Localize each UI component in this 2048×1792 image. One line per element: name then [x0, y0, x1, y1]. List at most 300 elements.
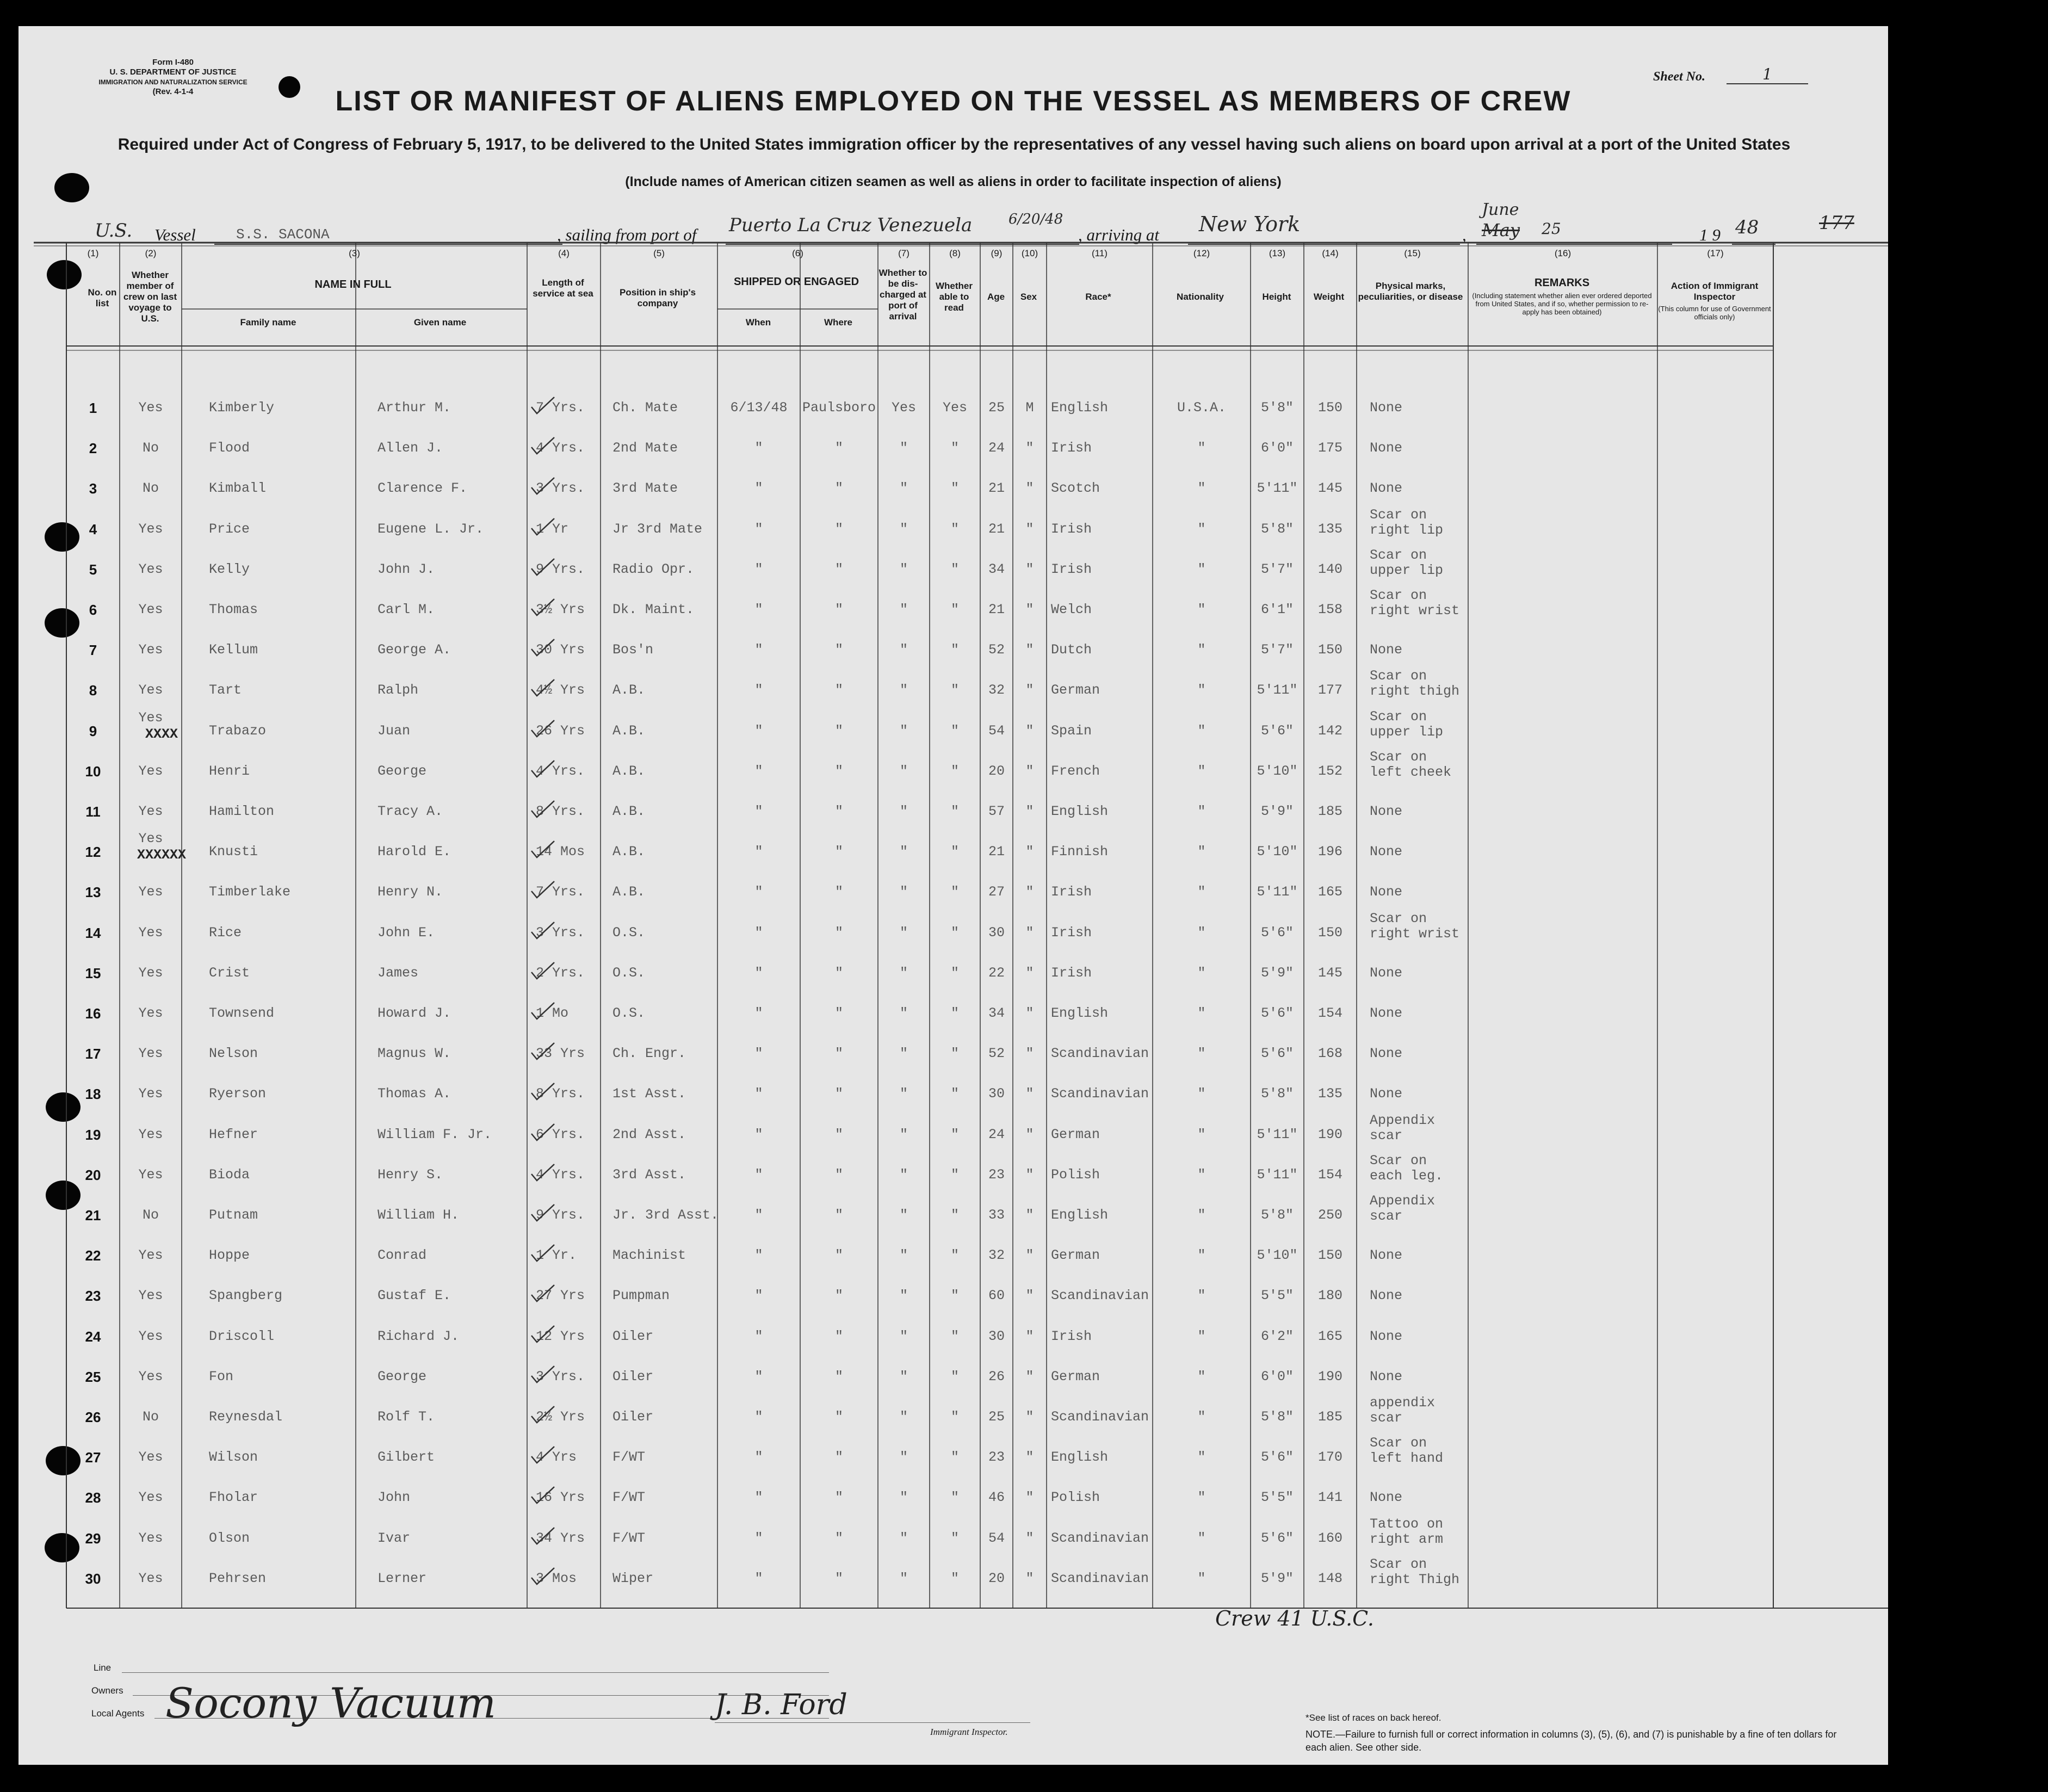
header-weight: Weight — [1313, 292, 1345, 302]
cell-read: " — [950, 440, 959, 456]
cell-age: 33 — [988, 1207, 1005, 1223]
cell-voyage: Yes — [138, 1046, 163, 1062]
cell-voyage: Yes — [138, 831, 163, 847]
header-remarks: REMARKS — [1534, 277, 1590, 289]
cell-read: " — [950, 682, 959, 699]
cell-weight: 165 — [1317, 884, 1342, 900]
cell-height: 5'6" — [1260, 722, 1294, 739]
cell-no: 28 — [85, 1490, 101, 1506]
check-mark-icon — [530, 1042, 555, 1061]
check-mark-icon — [530, 1486, 555, 1505]
cell-where: " — [834, 924, 843, 941]
vessel-prefix: U.S. — [95, 220, 133, 242]
owners-label: Owners — [91, 1685, 123, 1696]
cell-given: Clarence F. — [378, 480, 468, 497]
cell-position: Bos'n — [612, 642, 654, 658]
column-number: (3) — [349, 248, 360, 258]
cell-sex: " — [1025, 804, 1034, 819]
cell-marks: Scar on upper lip — [1370, 708, 1444, 740]
cell-age: 30 — [988, 924, 1005, 941]
cell-given: Ralph — [378, 682, 419, 699]
cell-family: Crist — [209, 965, 250, 981]
cell-when: " — [754, 965, 763, 981]
check-mark-icon — [530, 719, 555, 739]
cell-marks: None — [1370, 1490, 1403, 1506]
cell-voyage: Yes — [138, 884, 163, 900]
check-mark-icon — [530, 759, 555, 779]
cell-voyage: Yes — [138, 1005, 163, 1021]
cell-when: " — [754, 682, 763, 699]
cell-position: 2nd Asst. — [612, 1126, 686, 1142]
cell-race: Scandinavian — [1051, 1530, 1149, 1546]
cell-race: Polish — [1051, 1166, 1100, 1183]
cell-discharged: " — [899, 642, 908, 658]
cell-marks: Scar on right wrist — [1370, 910, 1460, 942]
column-number: (10) — [1021, 248, 1038, 258]
cell-when: " — [754, 1570, 763, 1586]
check-mark-icon — [530, 800, 555, 819]
cell-nationality: " — [1197, 642, 1206, 658]
cell-nationality: " — [1197, 602, 1206, 617]
cell-family: Fholar — [209, 1490, 258, 1506]
cell-age: 54 — [988, 1530, 1005, 1546]
cell-service: 4 Yrs. — [536, 440, 585, 456]
cell-race: German — [1051, 1368, 1100, 1385]
cell-height: 5'7" — [1260, 561, 1294, 577]
cell-no: 23 — [85, 1288, 101, 1305]
column-number: (5) — [653, 248, 665, 258]
cell-discharged: " — [899, 1166, 908, 1183]
cell-where: " — [834, 1449, 843, 1466]
cell-given: William F. Jr. — [378, 1126, 492, 1142]
cell-discharged: " — [899, 1368, 908, 1385]
cell-discharged: " — [899, 1490, 908, 1506]
cell-where: " — [834, 1368, 843, 1385]
cell-age: 34 — [988, 1005, 1005, 1021]
cell-family: Fon — [209, 1368, 234, 1385]
cell-marks: Scar on left cheek — [1370, 749, 1452, 780]
cell-read: " — [950, 1126, 959, 1142]
cell-position: 2nd Mate — [612, 440, 678, 456]
cell-discharged: Yes — [891, 400, 916, 416]
cell-position: F/WT — [612, 1530, 646, 1546]
cell-marks: None — [1370, 1328, 1403, 1344]
cell-age: 24 — [988, 440, 1005, 456]
cell-no: 25 — [85, 1368, 101, 1385]
cell-where: " — [834, 440, 843, 456]
cell-marks: Scar on left hand — [1370, 1435, 1444, 1467]
cell-read: " — [950, 884, 959, 900]
cell-family: Tart — [209, 682, 242, 699]
cell-position: Machinist — [612, 1247, 686, 1264]
cell-discharged: " — [899, 884, 908, 900]
cell-discharged: " — [899, 682, 908, 699]
cell-weight: 158 — [1317, 602, 1342, 617]
cell-discharged: " — [899, 924, 908, 941]
cell-nationality: " — [1197, 1530, 1206, 1546]
cell-no: 27 — [85, 1449, 101, 1466]
header-height: Height — [1262, 292, 1291, 302]
cell-position: Radio Opr. — [612, 561, 695, 577]
cell-given: Juan — [378, 722, 411, 739]
column-number: (16) — [1554, 248, 1571, 258]
cell-sex: " — [1025, 722, 1034, 739]
cell-family: Driscoll — [209, 1328, 275, 1344]
cell-position: A.B. — [612, 722, 646, 739]
column-number: (14) — [1322, 248, 1339, 258]
cell-read: " — [950, 1046, 959, 1062]
cell-age: 21 — [988, 480, 1005, 497]
cell-age: 60 — [988, 1288, 1005, 1304]
cell-where: " — [834, 602, 843, 617]
header-no-on-list: No. on list — [88, 287, 117, 308]
cell-no: 8 — [89, 682, 97, 699]
cell-where: Paulsboro — [802, 400, 876, 416]
cell-given: Tracy A. — [378, 804, 443, 819]
cell-service: 26 Yrs — [536, 722, 585, 739]
cell-when: " — [754, 561, 763, 577]
cell-sex: " — [1025, 763, 1034, 779]
cell-when: " — [754, 1247, 763, 1264]
cell-weight: 152 — [1317, 763, 1342, 779]
cell-nationality: " — [1197, 1086, 1206, 1102]
column-number: (7) — [898, 248, 909, 258]
cell-service: 3 Yrs. — [536, 480, 585, 497]
cell-discharged: " — [899, 722, 908, 739]
cell-race: Scandinavian — [1051, 1046, 1149, 1062]
cell-voyage: No — [142, 480, 159, 497]
header-nationality: Nationality — [1177, 292, 1224, 302]
cell-where: " — [834, 1530, 843, 1546]
cell-read: " — [950, 1166, 959, 1183]
cell-voyage: Yes — [138, 521, 163, 537]
cell-age: 25 — [988, 1409, 1005, 1425]
cell-given: Eugene L. Jr. — [378, 521, 484, 537]
cell-read: " — [950, 804, 959, 819]
cell-weight: 196 — [1317, 844, 1342, 860]
cell-when: " — [754, 763, 763, 779]
cell-service: 34 Yrs — [536, 1530, 585, 1546]
header-service: Length of service at sea — [533, 277, 593, 299]
cell-service: 14 Mos — [536, 844, 585, 860]
check-mark-icon — [530, 638, 555, 658]
cell-height: 5'11" — [1257, 1166, 1298, 1183]
cell-position: 3rd Mate — [612, 480, 678, 497]
cell-when: " — [754, 1207, 763, 1223]
cell-weight: 170 — [1317, 1449, 1342, 1466]
cell-weight: 190 — [1317, 1126, 1342, 1142]
cell-marks: None — [1370, 1046, 1403, 1062]
cell-weight: 150 — [1317, 642, 1342, 658]
cell-sex: " — [1025, 1126, 1034, 1142]
cell-position: F/WT — [612, 1490, 646, 1506]
cell-discharged: " — [899, 804, 908, 819]
cell-family: Knusti — [209, 844, 258, 860]
cell-marks: Appendix scar — [1370, 1112, 1436, 1144]
cell-race: Irish — [1051, 884, 1092, 900]
arrival-month: June — [1482, 200, 1519, 219]
cell-height: 5'8" — [1260, 400, 1294, 416]
cell-height: 6'1" — [1260, 602, 1294, 617]
check-mark-icon — [530, 1405, 555, 1425]
cell-race: Irish — [1051, 1328, 1092, 1344]
cell-service: 3½ Yrs — [536, 602, 585, 617]
cell-race: Finnish — [1051, 844, 1109, 860]
cell-race: Scandinavian — [1051, 1086, 1149, 1102]
header-age: Age — [987, 292, 1005, 302]
cell-race: Irish — [1051, 440, 1092, 456]
cell-height: 5'9" — [1260, 1570, 1294, 1586]
check-mark-icon — [530, 1002, 555, 1021]
cell-service: 9 Yrs. — [536, 1207, 585, 1223]
cell-no: 6 — [89, 602, 97, 618]
sailing-label: , sailing from port of — [557, 225, 697, 244]
cell-voyage: No — [142, 440, 159, 456]
cell-voyage: Yes — [138, 602, 163, 617]
header-where: Where — [824, 317, 852, 327]
cell-nationality: " — [1197, 440, 1206, 456]
cell-read: " — [950, 1530, 959, 1546]
cell-sex: " — [1025, 561, 1034, 577]
cell-no: 20 — [85, 1166, 101, 1183]
cell-sex: " — [1025, 480, 1034, 497]
cell-nationality: " — [1197, 561, 1206, 577]
cell-voyage: Yes — [138, 400, 163, 416]
cell-family: Hoppe — [209, 1247, 250, 1264]
cell-service: 9 Yrs. — [536, 561, 585, 577]
cell-nationality: " — [1197, 1328, 1206, 1344]
cell-nationality: " — [1197, 884, 1206, 900]
cell-weight: 150 — [1317, 924, 1342, 941]
cell-given: William H. — [378, 1207, 460, 1223]
cell-position: Ch. Engr. — [612, 1046, 686, 1062]
cell-read: " — [950, 602, 959, 617]
cell-marks: None — [1370, 1086, 1403, 1102]
inspector-signature: J. B. Ford — [715, 1689, 847, 1721]
cell-family: Trabazo — [209, 722, 267, 739]
arrival-month-struck: May — [1482, 220, 1520, 240]
cell-service: 1 Mo — [536, 1005, 569, 1021]
page-subtitle: Required under Act of Congress of February 5, 1917, to be delivered to the United States immigration officer by the representatives of any vessel having such aliens on board upon arrival at a port of the United States — [117, 135, 1791, 153]
sailing-date: 6/20/48 — [1008, 211, 1063, 227]
cell-where: " — [834, 1247, 843, 1264]
cell-service: 6 Yrs. — [536, 1126, 585, 1142]
cell-read: " — [950, 561, 959, 577]
check-mark-icon — [530, 436, 555, 456]
cell-age: 54 — [988, 722, 1005, 739]
cell-race: German — [1051, 1247, 1100, 1264]
cell-weight: 190 — [1317, 1368, 1342, 1385]
cell-nationality: " — [1197, 763, 1206, 779]
cell-when: " — [754, 642, 763, 658]
cell-voyage: Yes — [138, 1328, 163, 1344]
cell-position: O.S. — [612, 1005, 646, 1021]
cell-service: 7 Yrs. — [536, 400, 585, 416]
cell-no: 26 — [85, 1409, 101, 1425]
column-number: (2) — [145, 248, 157, 258]
cell-when: " — [754, 602, 763, 617]
cell-height: 5'6" — [1260, 1005, 1294, 1021]
cell-service: 1 Yr — [536, 521, 569, 537]
cell-weight: 135 — [1317, 521, 1342, 537]
cell-height: 5'9" — [1260, 965, 1294, 981]
cell-discharged: " — [899, 1207, 908, 1223]
cell-position: Dk. Maint. — [612, 602, 695, 617]
cell-where: " — [834, 965, 843, 981]
header-given-name: Given name — [413, 317, 467, 327]
cell-height: 5'8" — [1260, 1086, 1294, 1102]
cell-discharged: " — [899, 965, 908, 981]
check-mark-icon — [530, 1082, 555, 1102]
cell-service: 16 Yrs — [536, 1490, 585, 1506]
cell-family: Townsend — [209, 1005, 275, 1021]
cell-given: Richard J. — [378, 1328, 460, 1344]
cell-where: " — [834, 1126, 843, 1142]
cell-no: 12 — [85, 844, 101, 861]
cell-age: 27 — [988, 884, 1005, 900]
cell-discharged: " — [899, 1570, 908, 1586]
header-shipped: SHIPPED OR ENGAGED — [733, 276, 859, 288]
cell-family: Kelly — [209, 561, 250, 577]
cell-given: Rolf T. — [378, 1409, 435, 1425]
cell-marks: None — [1370, 1247, 1403, 1264]
header-when: When — [745, 317, 771, 327]
cell-marks: None — [1370, 480, 1403, 497]
cell-service: 12 Yrs — [536, 1328, 585, 1344]
cell-weight: 145 — [1317, 480, 1342, 497]
cell-nationality: " — [1197, 1570, 1206, 1586]
cell-no: 13 — [85, 884, 101, 901]
cell-service: 8 Yrs. — [536, 804, 585, 819]
cell-where: " — [834, 722, 843, 739]
cell-service: 1 Yr. — [536, 1247, 577, 1264]
cell-read: " — [950, 521, 959, 537]
cell-service: 7 Yrs. — [536, 884, 585, 900]
cell-weight: 150 — [1317, 400, 1342, 416]
cell-position: F/WT — [612, 1449, 646, 1466]
cell-position: A.B. — [612, 763, 646, 779]
cell-family: Reynesdal — [209, 1409, 283, 1425]
cell-when: " — [754, 1086, 763, 1102]
header-race: Race* — [1085, 292, 1111, 302]
cell-when: " — [754, 844, 763, 860]
cell-family: Rice — [209, 924, 242, 941]
cell-weight: 185 — [1317, 804, 1342, 819]
cell-family: Olson — [209, 1530, 250, 1546]
cell-marks: Scar on right Thigh — [1370, 1556, 1460, 1587]
cell-where: " — [834, 1086, 843, 1102]
cell-race: English — [1051, 400, 1109, 416]
cell-when: " — [754, 722, 763, 739]
cell-marks: None — [1370, 1288, 1403, 1304]
cell-race: Irish — [1051, 924, 1092, 941]
cell-discharged: " — [899, 602, 908, 617]
year-prefix: 19 — [1699, 225, 1725, 244]
cell-given: Lerner — [378, 1570, 427, 1586]
cell-where: " — [834, 1166, 843, 1183]
cell-where: " — [834, 763, 843, 779]
cell-when: " — [754, 1449, 763, 1466]
cell-sex: " — [1025, 1046, 1034, 1062]
header-inspector: Action of Immigrant Inspector — [1670, 281, 1759, 302]
cell-nationality: " — [1197, 1247, 1206, 1264]
cell-height: 5'6" — [1260, 1530, 1294, 1546]
cell-given: Henry N. — [378, 884, 443, 900]
cell-position: O.S. — [612, 965, 646, 981]
cell-age: 30 — [988, 1328, 1005, 1344]
cell-sex: " — [1025, 1207, 1034, 1223]
column-number: (4) — [558, 248, 570, 258]
cell-marks: Scar on right wrist — [1370, 588, 1460, 619]
page-title: LIST OR MANIFEST OF ALIENS EMPLOYED ON THE VESSEL AS MEMBERS OF CREW — [335, 85, 1571, 117]
cell-voyage: Yes — [138, 965, 163, 981]
cell-height: 5'6" — [1260, 1449, 1294, 1466]
cell-family: Kimberly — [209, 400, 275, 416]
check-mark-icon — [530, 1567, 555, 1586]
cell-weight: 141 — [1317, 1490, 1342, 1506]
cell-sex: " — [1025, 1166, 1034, 1183]
cell-when: " — [754, 1409, 763, 1425]
cell-sex: " — [1025, 682, 1034, 699]
vessel-line: U.S. Vessel S.S. SACONA , sailing from port of Puerto La Cruz Venezuela 6/20/48 , arriving at New York , June May 25 19 48 177 — [95, 200, 1854, 244]
cell-weight: 140 — [1317, 561, 1342, 577]
cell-read: " — [950, 1005, 959, 1021]
cell-voyage: Yes — [138, 1086, 163, 1102]
cell-position: O.S. — [612, 924, 646, 941]
cell-read: " — [950, 1490, 959, 1506]
cell-marks: None — [1370, 1005, 1403, 1021]
cell-sex: " — [1025, 884, 1034, 900]
cell-marks: None — [1370, 844, 1403, 860]
cell-weight: 180 — [1317, 1288, 1342, 1304]
cell-age: 30 — [988, 1086, 1005, 1102]
cell-race: English — [1051, 1449, 1109, 1466]
cell-height: 5'6" — [1260, 924, 1294, 941]
cell-family: Henri — [209, 763, 250, 779]
penalty-note: NOTE.—Failure to furnish full or correct information in columns (3), (5), (6), and (7) is punishable by a fine of ten dollars for each alien. See other side. — [1305, 1729, 1837, 1753]
cell-age: 23 — [988, 1166, 1005, 1183]
cell-where: " — [834, 1288, 843, 1304]
cell-when: " — [754, 1005, 763, 1021]
cell-race: Polish — [1051, 1490, 1100, 1506]
cell-no: 5 — [89, 561, 97, 578]
cell-discharged: " — [899, 1288, 908, 1304]
cell-where: " — [834, 1005, 843, 1021]
cell-race: Irish — [1051, 965, 1092, 981]
cell-read: " — [950, 1288, 959, 1304]
column-number: (15) — [1404, 248, 1421, 258]
cell-voyage: Yes — [138, 1368, 163, 1385]
cell-given: Magnus W. — [378, 1046, 451, 1062]
cell-sex: " — [1025, 1409, 1034, 1425]
check-mark-icon — [530, 880, 555, 900]
cell-when: " — [754, 521, 763, 537]
cell-weight: 145 — [1317, 965, 1342, 981]
cell-height: 6'2" — [1260, 1328, 1294, 1344]
cell-weight: 154 — [1317, 1166, 1342, 1183]
form-service: IMMIGRATION AND NATURALIZATION SERVICE — [98, 78, 248, 86]
cell-no: 21 — [85, 1207, 101, 1223]
cell-voyage: Yes — [138, 1570, 163, 1586]
cell-when: " — [754, 1288, 763, 1304]
cell-marks: Scar on upper lip — [1370, 547, 1444, 578]
inspector-label: Immigrant Inspector. — [930, 1727, 1008, 1737]
cell-where: " — [834, 480, 843, 497]
cell-given: Thomas A. — [378, 1086, 451, 1102]
cell-given: Arthur M. — [378, 400, 451, 416]
cell-marks: Tattoo on right arm — [1370, 1516, 1444, 1547]
cell-family: Thomas — [209, 602, 258, 617]
